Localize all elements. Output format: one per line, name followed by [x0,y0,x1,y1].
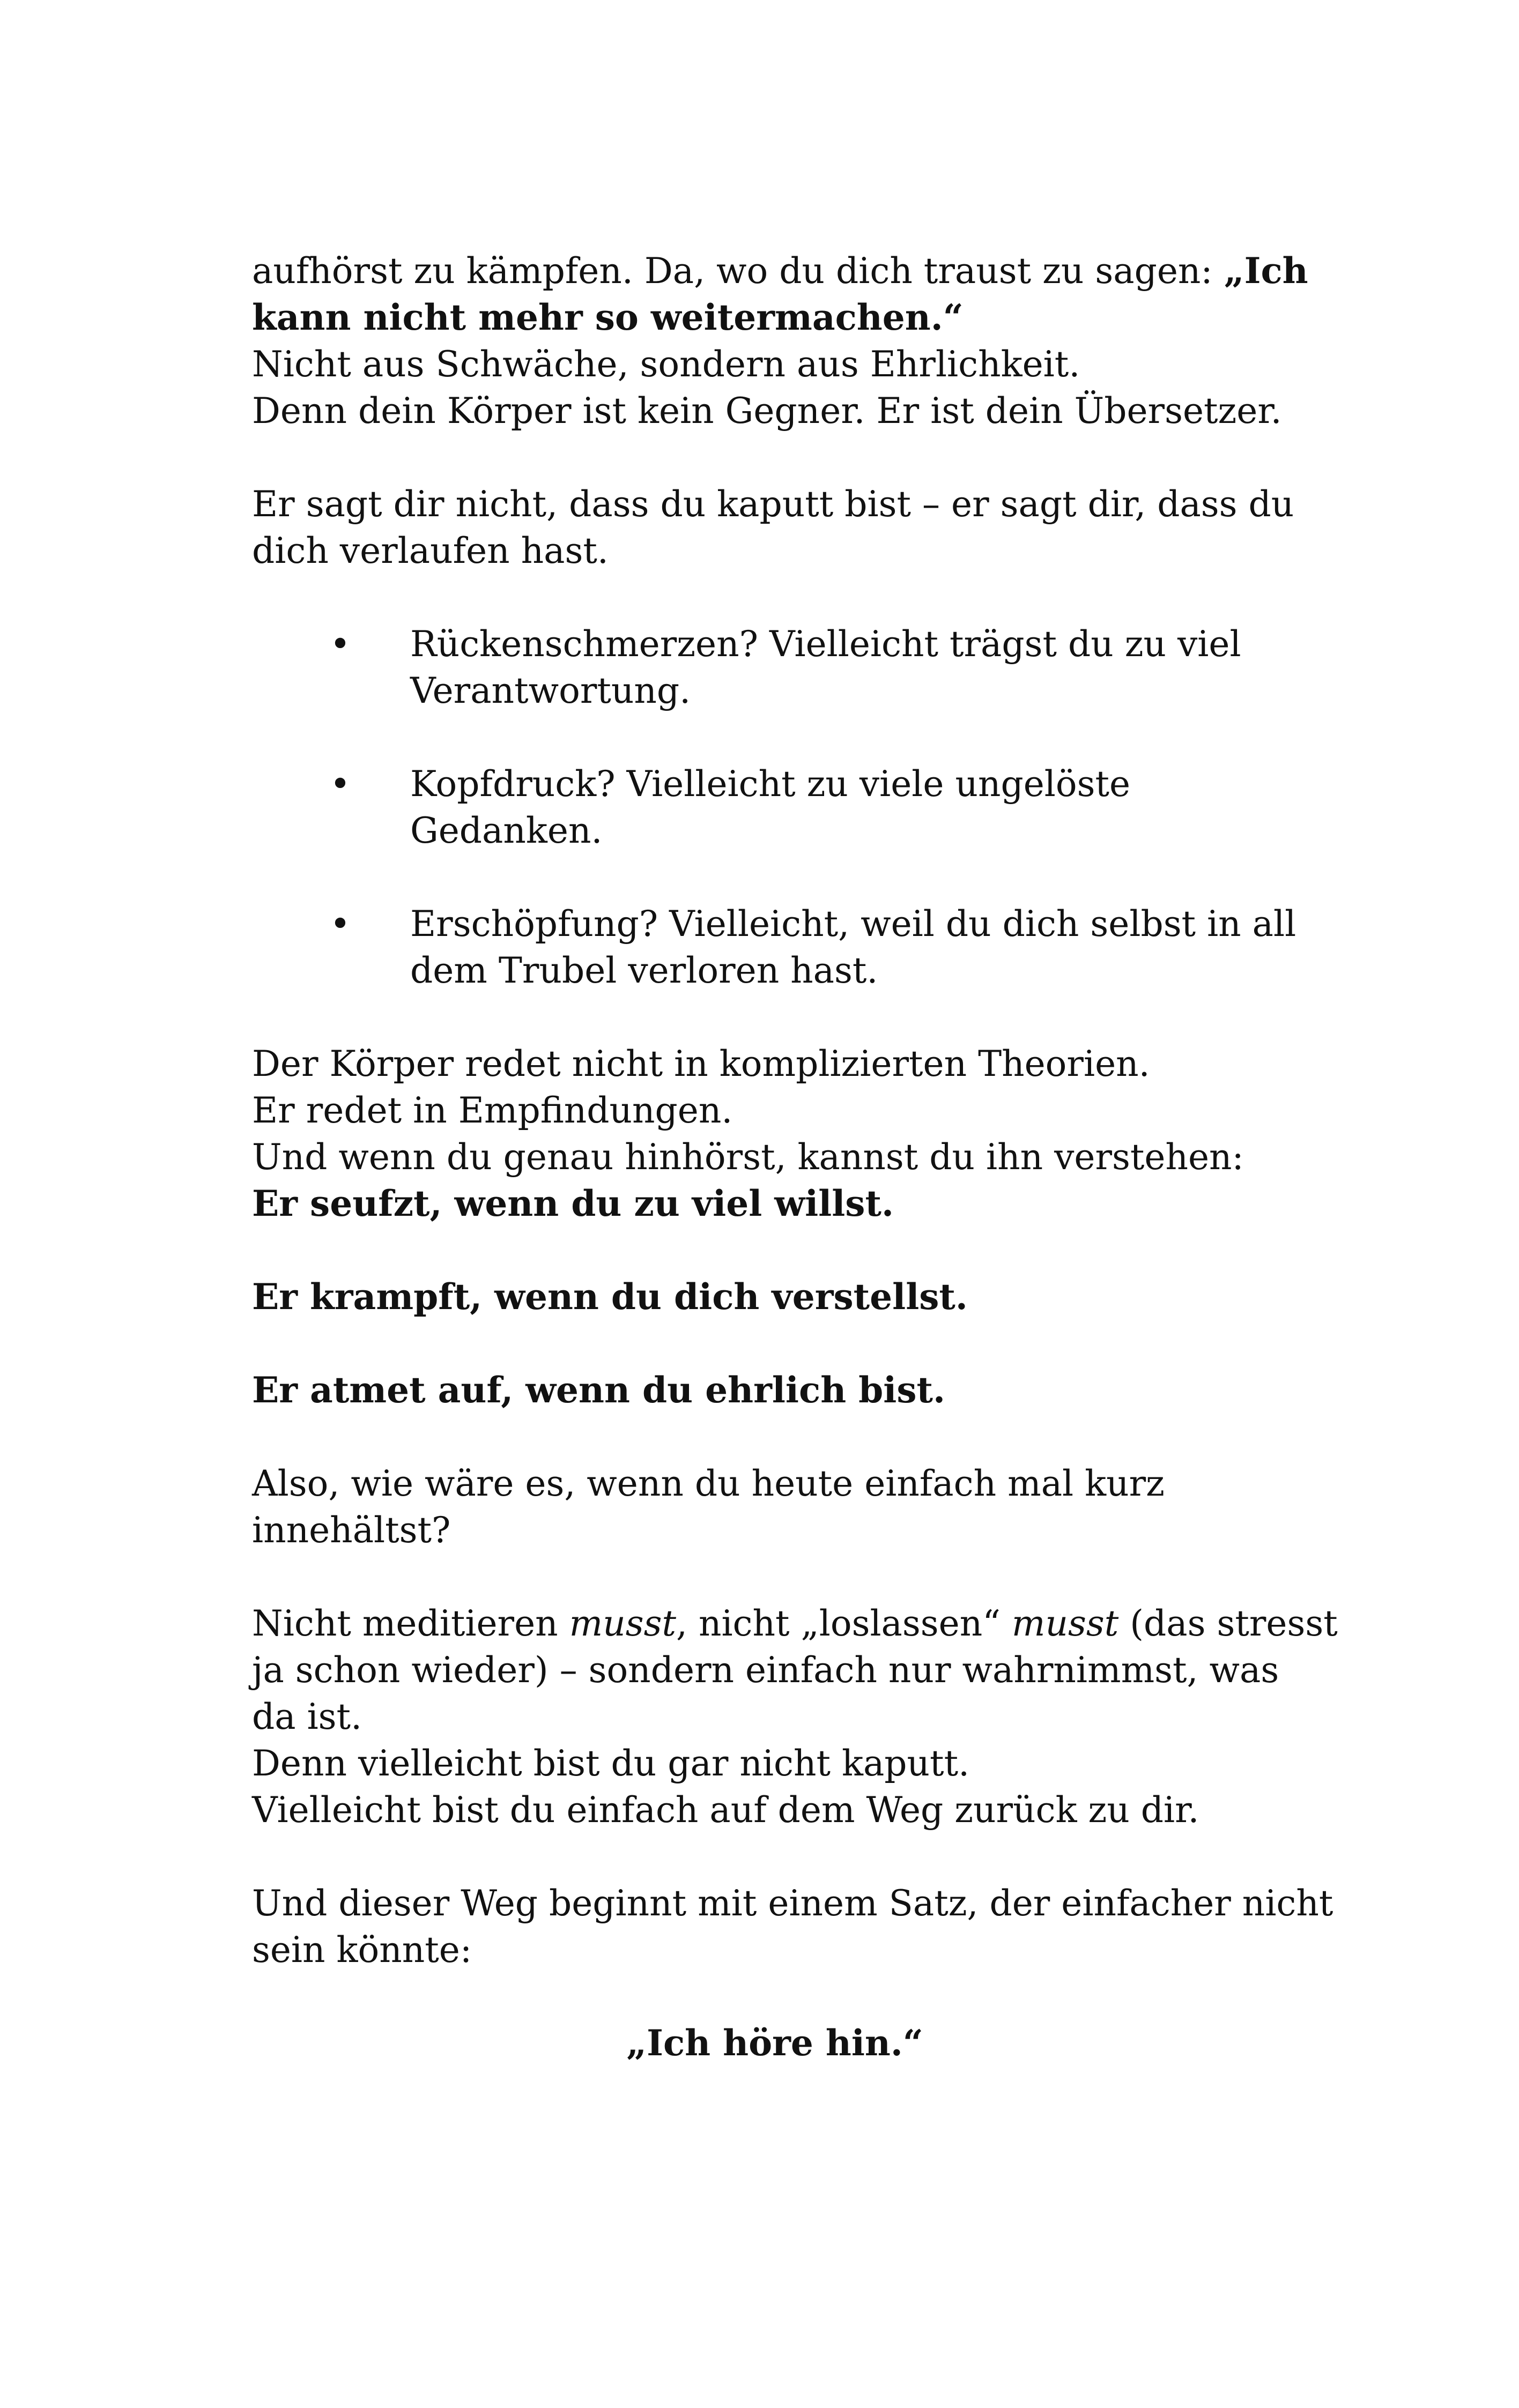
text-line: Nicht aus Schwäche, sondern aus Ehrlichkeit. [252,344,1080,385]
text-line: sein könnte: [252,1929,472,1971]
bold-statement: Er atmet auf, wenn du ehrlich bist. [252,1369,945,1411]
text-line: Verantwortung. [410,670,691,711]
list-item [252,761,1298,854]
closing-quote: „Ich höre hin.“ [626,2022,923,2064]
bullet-list [252,621,1298,994]
text-line: dem Trubel verloren hast. [410,950,878,991]
text-line: Er redet in Empfindungen. [252,1090,733,1131]
text-line: Denn vielleicht bist du gar nicht kaputt. [252,1743,970,1784]
text-line [252,1600,1338,1647]
text-line: Er sagt dir nicht, dass du kaputt bist – er sagt dir, dass du [252,484,1294,525]
text-span: Nicht meditieren [252,1603,569,1644]
bullet-icon: • [330,903,351,945]
text-line: Vielleicht bist du einfach auf dem Weg zurück zu dir. [252,1789,1199,1831]
book-page-text [252,248,1338,2067]
text-line: ja schon wieder) – sondern einfach nur wahrnimmst, was [252,1649,1279,1691]
italic-word: musst [1011,1603,1119,1644]
text-line: Kopfdruck? Vielleicht zu viele ungelöste [410,763,1131,805]
text-line: Der Körper redet nicht in komplizierten Theorien. [252,1043,1150,1084]
text-line: Also, wie wäre es, wenn du heute einfach mal kurz [252,1463,1165,1504]
list-item [252,621,1298,714]
paragraph-6 [252,1460,1298,1554]
paragraph-1 [252,248,1308,434]
text-line: innehältst? [252,1510,451,1551]
paragraph-7 [252,1600,1338,1833]
text-span: , nicht „loslassen“ [676,1603,1012,1644]
bold-statement: Er krampft, wenn du dich verstellst. [252,1276,968,1318]
paragraph-8 [252,1880,1333,1973]
text-line [252,248,1308,294]
bold-quote-start: „Ich [1224,250,1308,292]
text-line: Und dieser Weg beginnt mit einem Satz, der einfacher nicht [252,1883,1333,1924]
bullet-icon: • [330,763,351,805]
paragraph-3 [252,1041,1298,1227]
list-item [252,901,1298,994]
text-span: (das stresst [1118,1603,1338,1644]
text-line: Gedanken. [410,810,603,851]
bold-quote-end: kann nicht mehr so weitermachen.“ [252,296,964,338]
text-line: Rückenschmerzen? Vielleicht trägst du zu viel [410,623,1241,665]
italic-word: musst [569,1603,676,1644]
text-span: aufhörst zu kämpfen. Da, wo du dich traust zu sagen: [252,250,1224,292]
text-line: Denn dein Körper ist kein Gegner. Er ist dein Übersetzer. [252,390,1282,432]
text-line: dich verlaufen hast. [252,530,609,571]
text-line: da ist. [252,1696,362,1737]
paragraph-2 [252,481,1298,574]
bullet-icon: • [330,623,351,665]
bold-statement: Er seufzt, wenn du zu viel willst. [252,1183,894,1224]
text-line: Und wenn du genau hinhörst, kannst du ihn verstehen: [252,1136,1244,1178]
text-line: Erschöpfung? Vielleicht, weil du dich selbst in all [410,903,1296,945]
